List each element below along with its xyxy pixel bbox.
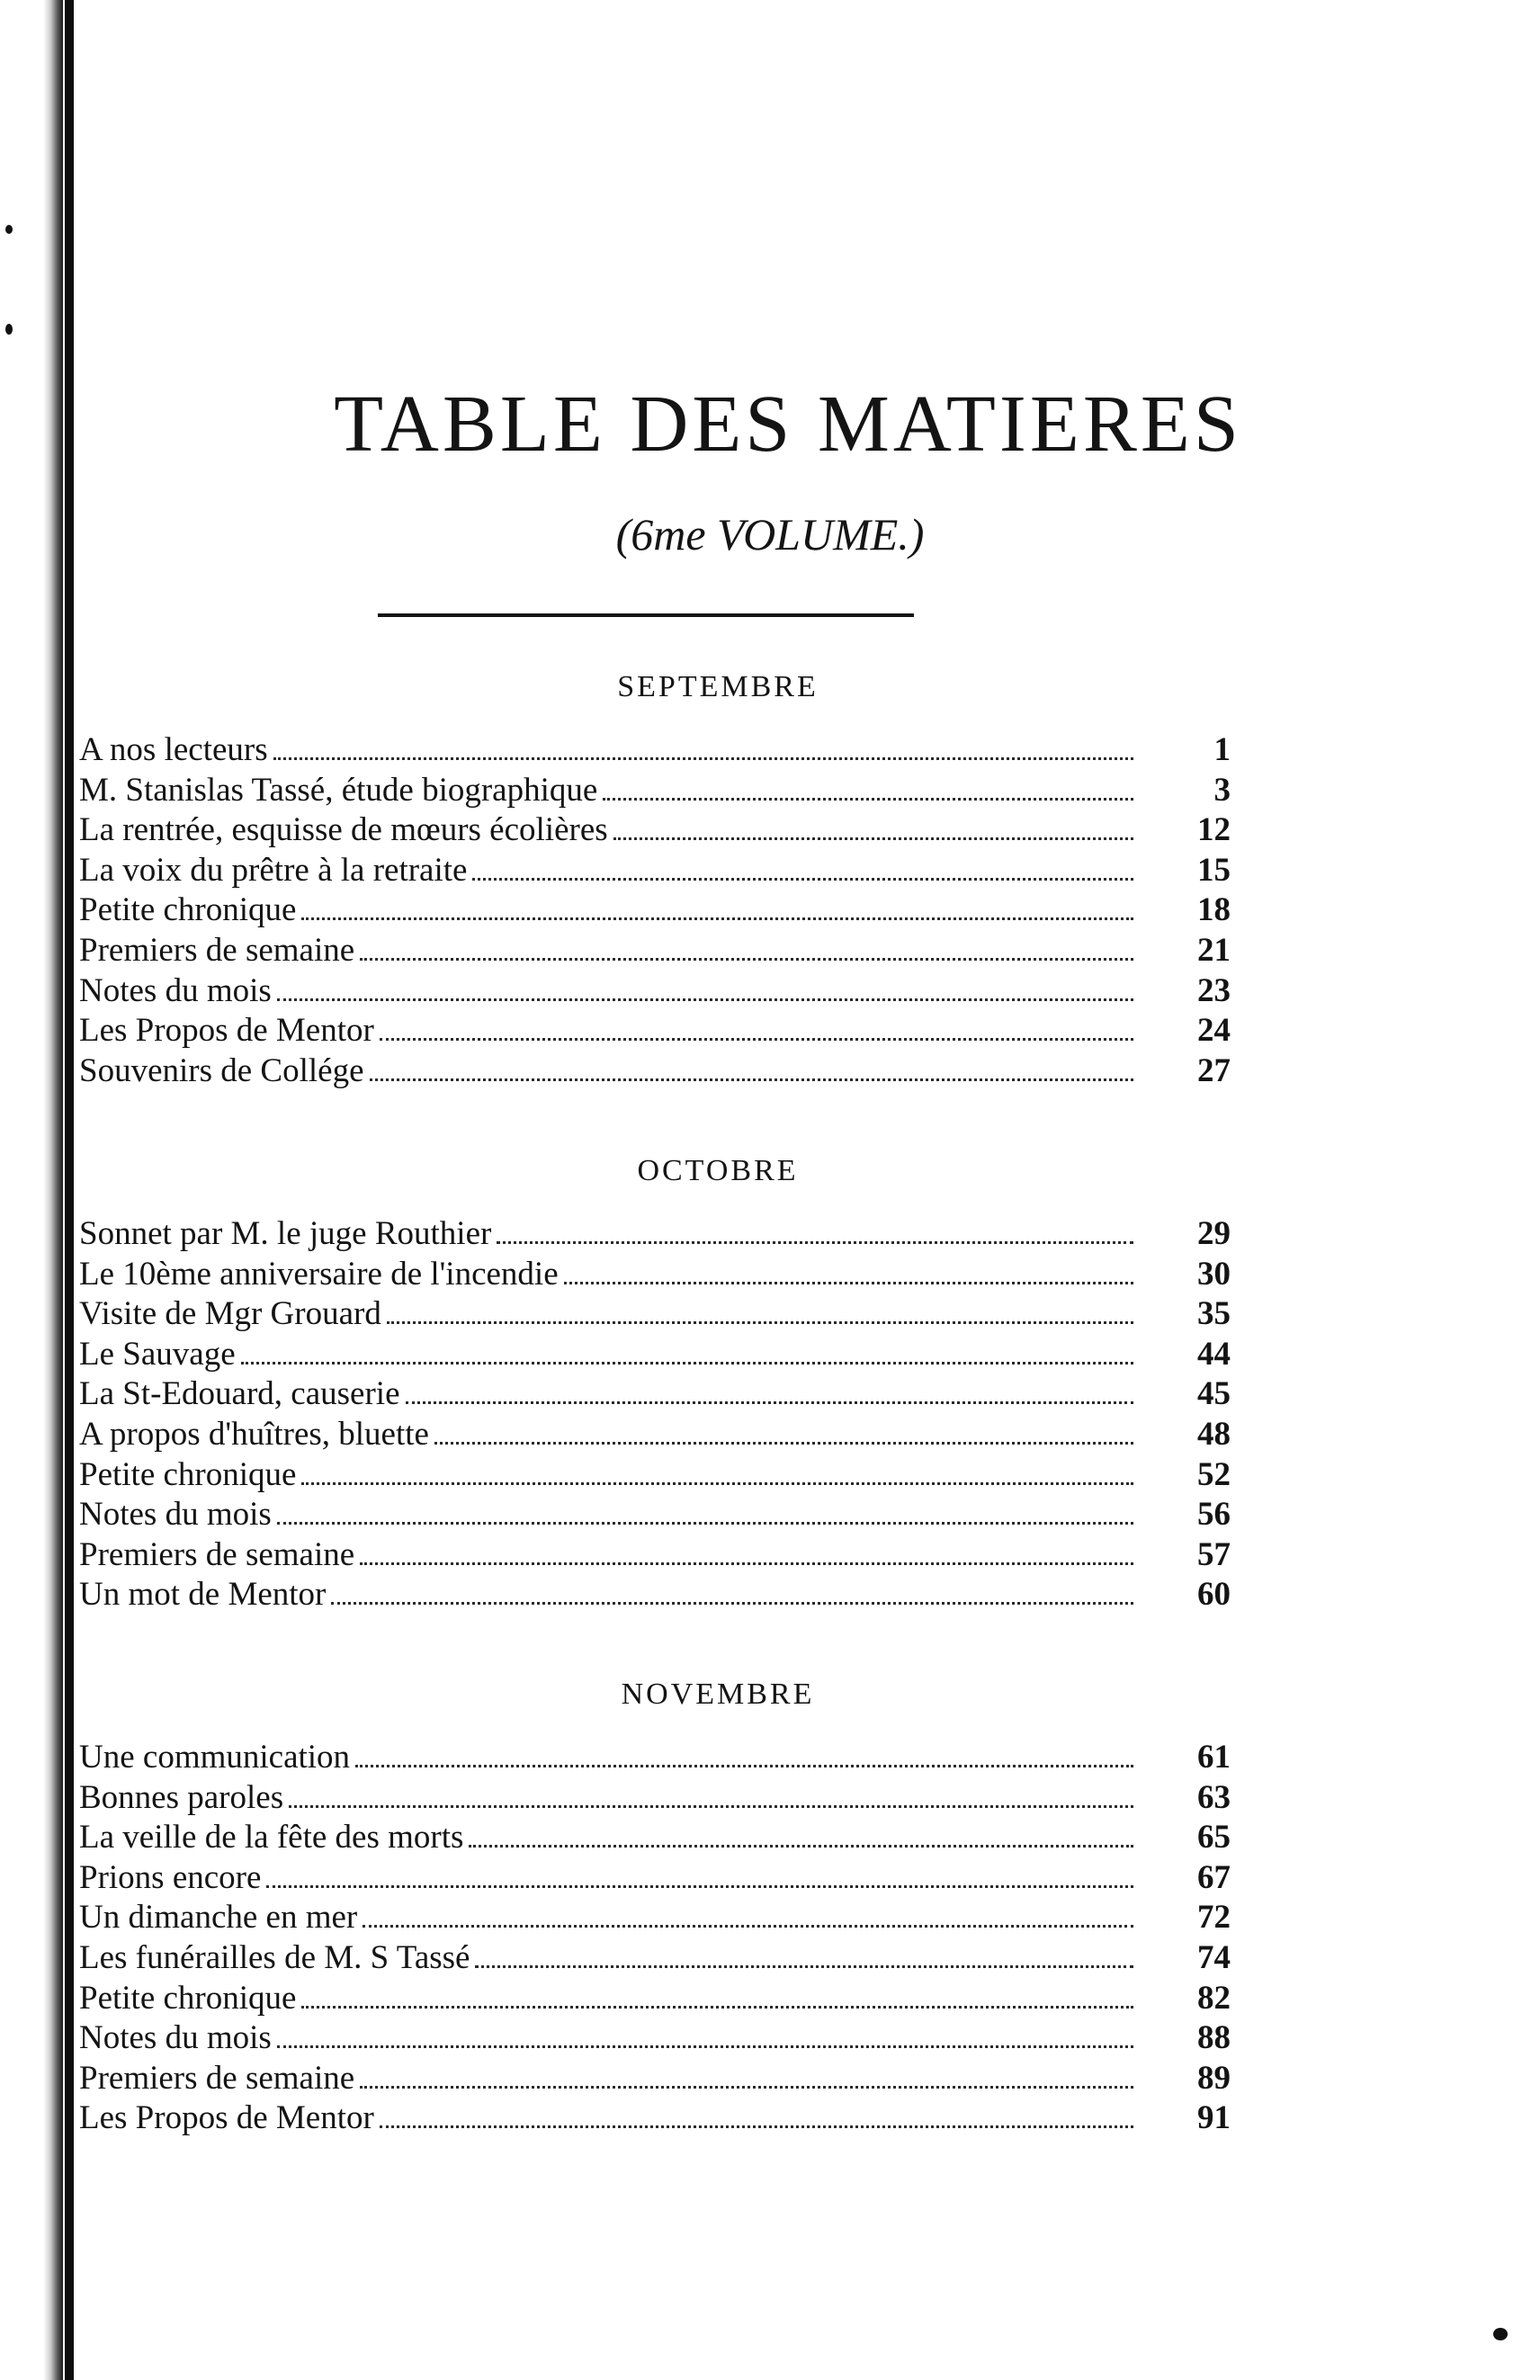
entry-list (79, 1214, 1231, 1615)
entry-page-number: 23 (1197, 971, 1231, 1009)
dot-leader (434, 1442, 1133, 1445)
toc-entry (79, 2018, 1231, 2059)
ink-speck (5, 225, 13, 234)
dot-leader (277, 2045, 1133, 2048)
entry-page-number: 67 (1197, 1858, 1231, 1896)
entry-title: Les Propos de Mentor (79, 2099, 374, 2137)
toc-entry (79, 1455, 1231, 1496)
entry-page-number: 35 (1197, 1295, 1231, 1333)
toc-entry (79, 1051, 1231, 1092)
dot-leader (277, 1522, 1133, 1525)
dot-leader (273, 757, 1133, 760)
entry-page-number: 24 (1197, 1012, 1231, 1050)
dot-leader (380, 2125, 1133, 2128)
entry-title: Souvenirs de Collége (79, 1051, 364, 1089)
toc-entry (79, 1938, 1231, 1979)
entry-page-number: 72 (1197, 1899, 1231, 1937)
toc-entry (79, 1818, 1231, 1858)
entry-title: Le Sauvage (79, 1335, 236, 1373)
entry-title: Un mot de Mentor (79, 1576, 327, 1614)
binding-shadow-line (65, 0, 74, 2380)
dot-leader (289, 1805, 1133, 1808)
dot-leader (241, 1362, 1133, 1364)
entry-page-number: 1 (1213, 731, 1231, 768)
entry-title: Premiers de semaine (79, 2059, 355, 2097)
dot-leader (301, 917, 1133, 920)
section-heading: SEPTEMBRE (617, 670, 819, 703)
entry-page-number: 61 (1197, 1739, 1231, 1776)
toc-entry (79, 1255, 1231, 1295)
dot-leader (355, 1765, 1133, 1767)
entry-title: A nos lecteurs (79, 731, 268, 768)
entry-title: Visite de Mgr Grouard (79, 1295, 381, 1333)
toc-entry (79, 931, 1231, 971)
entry-title: Petite chronique (79, 1979, 297, 2017)
page-title: TABLE DES MATIERES (334, 380, 1242, 469)
toc-entry (79, 971, 1231, 1012)
toc-entry (79, 1738, 1231, 1778)
toc-entry (79, 810, 1231, 851)
section-septembre (79, 667, 1231, 1091)
entry-page-number: 91 (1197, 2099, 1231, 2137)
entry-page-number: 89 (1197, 2059, 1231, 2097)
dot-leader (603, 798, 1133, 801)
entry-page-number: 29 (1197, 1215, 1231, 1252)
toc-entry (79, 1415, 1231, 1455)
dot-leader (360, 958, 1133, 961)
entry-page-number: 12 (1197, 811, 1231, 849)
entry-list (79, 730, 1231, 1091)
entry-page-number: 88 (1197, 2019, 1231, 2057)
entry-page-number: 48 (1197, 1415, 1231, 1453)
entry-title: Les funérailles de M. S Tassé (79, 1938, 470, 1976)
toc-entry (79, 2059, 1231, 2099)
entry-title: Notes du mois (79, 971, 272, 1009)
toc-entry (79, 1858, 1231, 1899)
dot-leader (380, 1038, 1133, 1041)
toc-entry (79, 1495, 1231, 1535)
entry-title: Un dimanche en mer (79, 1899, 358, 1937)
toc-entry (79, 1011, 1231, 1051)
toc-entry (79, 1535, 1231, 1576)
entry-title: La veille de la fête des morts (79, 1819, 464, 1857)
entry-list (79, 1738, 1231, 2139)
dot-leader (370, 1078, 1133, 1081)
entry-page-number: 74 (1197, 1938, 1231, 1976)
dot-leader (363, 1925, 1133, 1928)
entry-title: Bonnes paroles (79, 1778, 284, 1816)
toc-entry (79, 1374, 1231, 1415)
dot-leader (469, 1845, 1133, 1848)
dot-leader (277, 998, 1133, 1001)
toc-entry (79, 1214, 1231, 1255)
dot-leader (387, 1321, 1133, 1324)
dot-leader (360, 1562, 1133, 1565)
entry-page-number: 18 (1197, 891, 1231, 929)
entry-page-number: 30 (1197, 1255, 1231, 1293)
dot-leader (266, 1885, 1133, 1888)
dot-leader (497, 1241, 1133, 1244)
section-heading: OCTOBRE (637, 1154, 799, 1187)
entry-title: Notes du mois (79, 2019, 272, 2057)
entry-page-number: 63 (1197, 1778, 1231, 1816)
toc-entry (79, 1575, 1231, 1615)
toc-entry (79, 851, 1231, 891)
entry-title: Le 10ème anniversaire de l'incendie (79, 1255, 559, 1293)
entry-page-number: 52 (1197, 1455, 1231, 1493)
page-binding-edge (0, 0, 63, 2380)
ink-speck (1493, 2328, 1508, 2340)
toc-entry (79, 1979, 1231, 2019)
entry-page-number: 65 (1197, 1819, 1231, 1857)
dot-leader (301, 1482, 1133, 1485)
dot-leader (613, 837, 1133, 840)
dot-leader (406, 1401, 1134, 1404)
entry-page-number: 60 (1197, 1576, 1231, 1614)
section-heading: NOVEMBRE (621, 1678, 815, 1711)
dot-leader (564, 1282, 1133, 1284)
dot-leader (360, 2086, 1133, 2089)
entry-page-number: 56 (1197, 1496, 1231, 1534)
entry-page-number: 3 (1213, 771, 1231, 809)
entry-title: M. Stanislas Tassé, étude biographique (79, 771, 598, 809)
entry-page-number: 44 (1197, 1335, 1231, 1373)
title-divider-rule (378, 613, 914, 617)
entry-page-number: 27 (1197, 1051, 1231, 1089)
toc-entry (79, 1335, 1231, 1375)
ink-speck (5, 324, 13, 335)
toc-entry (79, 1898, 1231, 1938)
dot-leader (472, 878, 1133, 881)
dot-leader (475, 1965, 1133, 1968)
entry-page-number: 15 (1197, 851, 1231, 889)
entry-page-number: 82 (1197, 1979, 1231, 2017)
section-novembre (79, 1675, 1231, 2139)
dot-leader (331, 1602, 1133, 1605)
section-octobre (79, 1151, 1231, 1615)
volume-subtitle: (6me VOLUME.) (615, 509, 925, 559)
entry-title: Une communication (79, 1739, 351, 1776)
toc-entry (79, 890, 1231, 931)
entry-title: Sonnet par M. le juge Routhier (79, 1215, 492, 1252)
entry-page-number: 57 (1197, 1535, 1231, 1573)
dot-leader (301, 2006, 1133, 2009)
toc-entry (79, 1294, 1231, 1335)
entry-title: Premiers de semaine (79, 1535, 355, 1573)
entry-title: Notes du mois (79, 1496, 272, 1534)
entry-title: A propos d'huîtres, bluette (79, 1415, 429, 1453)
toc-entry (79, 730, 1231, 771)
entry-title: La voix du prêtre à la retraite (79, 851, 468, 889)
entry-title: Premiers de semaine (79, 931, 355, 969)
entry-title: La St-Edouard, causerie (79, 1375, 400, 1413)
entry-page-number: 21 (1197, 931, 1231, 969)
entry-title: La rentrée, esquisse de mœurs écolières (79, 811, 608, 849)
entry-title: Les Propos de Mentor (79, 1012, 374, 1050)
toc-entry (79, 2098, 1231, 2139)
entry-title: Prions encore (79, 1858, 262, 1896)
entry-page-number: 45 (1197, 1375, 1231, 1413)
entry-title: Petite chronique (79, 1455, 297, 1493)
toc-entry (79, 771, 1231, 811)
toc-entry (79, 1778, 1231, 1819)
entry-title: Petite chronique (79, 891, 297, 929)
